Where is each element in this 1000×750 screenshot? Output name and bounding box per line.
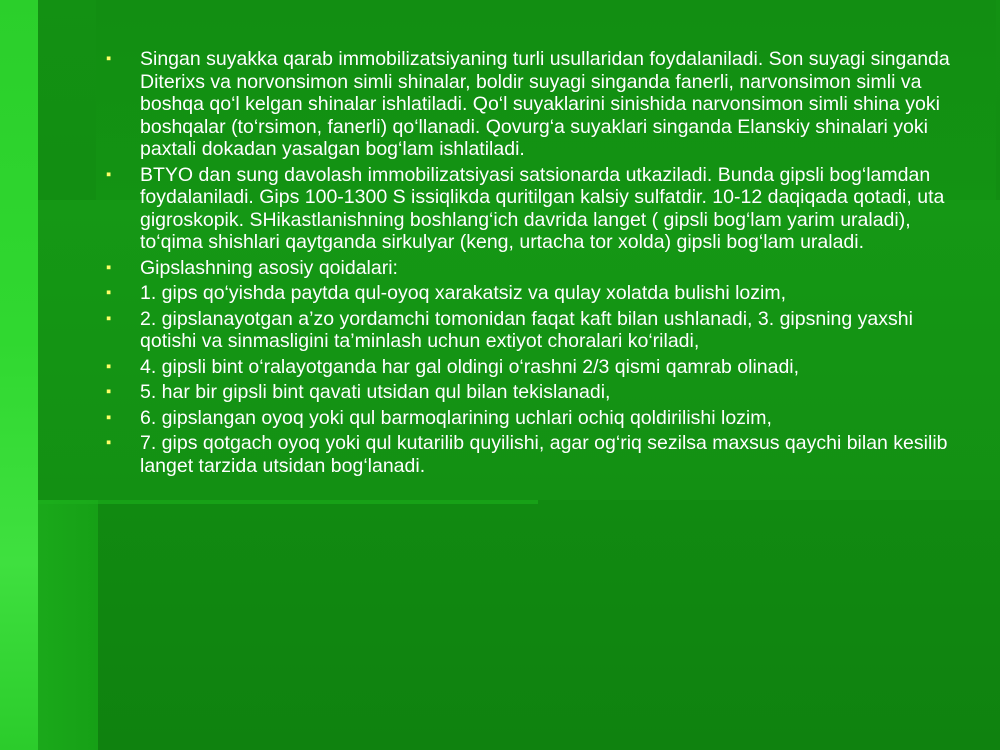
slide-content	[100, 48, 960, 480]
bullet-item	[100, 356, 960, 379]
square-bullet-icon: ▪	[106, 408, 112, 426]
square-bullet-icon: ▪	[106, 383, 112, 400]
bullet-item	[100, 257, 960, 280]
bullet-text: 7. gips qotgach oyoq yoki qul kutarilib quyilishi, agar og‘riq sezilsa maxsus qaychi bilan kesilib langet tarzida utsidan bog‘lanadi.	[140, 432, 948, 477]
background-divider	[38, 500, 538, 504]
bullet-item	[100, 432, 960, 477]
square-bullet-icon: ▪	[106, 258, 112, 276]
square-bullet-icon: ▪	[106, 50, 112, 67]
bullet-list	[100, 48, 960, 477]
background-left-block	[38, 500, 98, 750]
square-bullet-icon: ▪	[106, 434, 112, 451]
square-bullet-icon: ▪	[106, 165, 112, 183]
bullet-text: Singan suyakka qarab immobilizatsiyaning turli usullaridan foydalaniladi. Son suyagi singanda Diterixs va norvonsimon simli shinalar, boldir suyagi singanda fanerli, narvonsimon simli va boshqa qo‘l kelgan shinalar ishlatiladi. Qo‘l suyaklarini sinishida narvonsimon simli shina yoki boshqalar (to‘rsimon, fanerli) qo‘llanadi. Qovurg‘a suyaklari singanda Elanskiy shinalari yoki paxtali dokadan yasalgan bog‘lam ishlatiladi.	[140, 48, 950, 160]
background-block-bottom	[98, 500, 1000, 750]
bullet-item	[100, 164, 960, 254]
bullet-item	[100, 407, 960, 430]
square-bullet-icon: ▪	[106, 309, 112, 327]
square-bullet-icon: ▪	[106, 357, 112, 375]
bullet-item	[100, 381, 960, 404]
background-left-strip	[0, 0, 38, 750]
bullet-text: 2. gipslanayotgan a’zo yordamchi tomonidan faqat kaft bilan ushlanadi, 3. gipsning yaxshi qotishi va sinmasligini ta’minlash uchun extiyot choralari ko‘riladi,	[140, 307, 913, 352]
bullet-text: BTYO dan sung davolash immobilizatsiyasi satsionarda utkaziladi. Bunda gipsli bog‘lamdan foydalaniladi. Gips 100-1300 S issiqlikda quritilgan kalsiy sulfatdir. 10-12 daqiqada qotadi, uta gigroskopik. SHikastlanishning boshlang‘ich davrida langet ( gipsli bog‘lam yarim uraladi), to‘qima shishlari qaytganda sirkulyar (keng, urtacha tor xolda) gipsli bog‘lam uraladi.	[140, 163, 945, 253]
bullet-text: 4. gipsli bint o‘ralayotganda har gal oldingi o‘rashni 2/3 qismi qamrab olinadi,	[140, 355, 800, 378]
bullet-text: Gipslashning asosiy qoidalari:	[140, 256, 398, 279]
bullet-item	[100, 308, 960, 353]
square-bullet-icon: ▪	[106, 284, 112, 301]
bullet-item	[100, 282, 960, 305]
bullet-text: 5. har bir gipsli bint qavati utsidan qul bilan tekislanadi,	[140, 381, 611, 403]
bullet-text: 1. gips qo‘yishda paytda qul-oyoq xarakatsiz va qulay xolatda bulishi lozim,	[140, 282, 787, 304]
bullet-text: 6. gipslangan oyoq yoki qul barmoqlarining uchlari ochiq qoldirilishi lozim,	[140, 406, 772, 429]
bullet-item	[100, 48, 960, 161]
